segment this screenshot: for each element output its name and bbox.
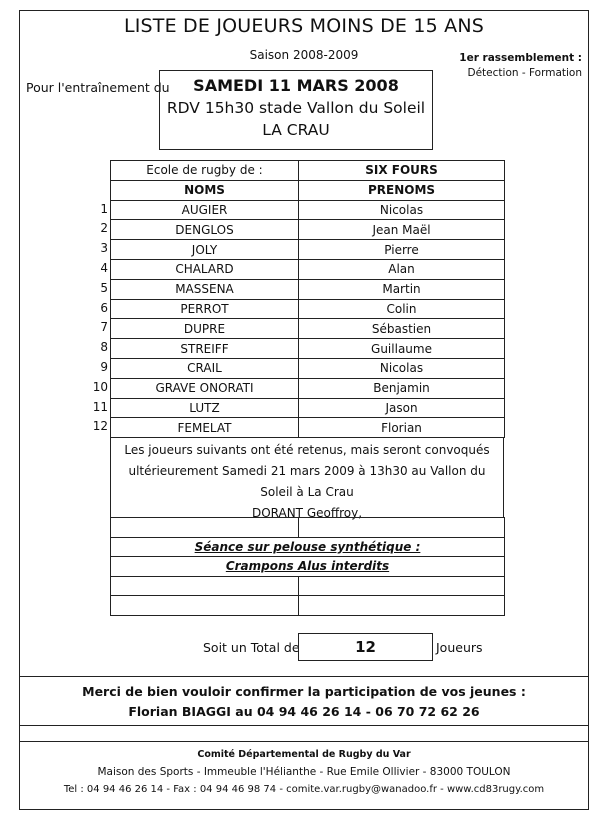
- player-firstname: Nicolas: [299, 200, 505, 220]
- player-lastname: STREIFF: [111, 339, 299, 359]
- player-lastname: DENGLOS: [111, 220, 299, 240]
- extra-table: [110, 517, 505, 616]
- table-row: [111, 240, 505, 260]
- player-firstname: Jason: [299, 398, 505, 418]
- player-lastname: CHALARD: [111, 259, 299, 279]
- note-box: [110, 438, 504, 518]
- row-number: 11: [92, 399, 108, 414]
- player-lastname: LUTZ: [111, 398, 299, 418]
- table-row: [111, 259, 505, 279]
- school-value: SIX FOURS: [299, 161, 505, 181]
- player-firstname: Martin: [299, 279, 505, 299]
- row-number: 10: [92, 379, 108, 394]
- col-names-header: NOMS: [111, 180, 299, 200]
- confirm-line-2: Florian BIAGGI au 04 94 46 26 14 - 06 70 72 62 26: [128, 704, 480, 719]
- player-firstname: Sébastien: [299, 319, 505, 339]
- row-number: 5: [100, 280, 108, 295]
- note-line-4: DORANT Geoffroy,: [251, 506, 363, 520]
- row-number: 4: [100, 260, 108, 275]
- session-place: LA CRAU: [262, 121, 330, 139]
- blank-row: [111, 576, 505, 596]
- row-number: 1: [100, 201, 108, 216]
- players-table: [110, 160, 505, 438]
- player-lastname: FEMELAT: [111, 418, 299, 438]
- row-numbers: [82, 160, 108, 437]
- table-row: [111, 299, 505, 319]
- session-date: SAMEDI 11 MARS 2008: [193, 76, 399, 95]
- player-firstname: Pierre: [299, 240, 505, 260]
- table-row: [111, 378, 505, 398]
- row-number: 12: [92, 419, 108, 434]
- pitch-row-1: [111, 537, 505, 557]
- player-firstname: Alan: [299, 259, 505, 279]
- player-lastname: AUGIER: [111, 200, 299, 220]
- player-firstname: Jean Maël: [299, 220, 505, 240]
- total-label: Soit un Total de: [203, 640, 300, 655]
- player-lastname: CRAIL: [111, 358, 299, 378]
- player-lastname: GRAVE ONORATI: [111, 378, 299, 398]
- footer-address: Maison des Sports - Immeuble l'Hélianthe - Rue Emile Ollivier - 83000 TOULON: [97, 766, 511, 778]
- row-number: 2: [100, 221, 108, 236]
- note-line-1: Les joueurs suivants ont été retenus, mais seront convoqués: [124, 443, 490, 457]
- table-row: [111, 279, 505, 299]
- table-row: [111, 418, 505, 438]
- table-row: [111, 339, 505, 359]
- player-lastname: JOLY: [111, 240, 299, 260]
- player-lastname: DUPRE: [111, 319, 299, 339]
- table-row: [111, 200, 505, 220]
- confirm-line-1: Merci de bien vouloir confirmer la participation de vos jeunes :: [82, 684, 526, 699]
- player-firstname: Florian: [299, 418, 505, 438]
- note-line-3: Soleil à La Crau: [260, 485, 354, 499]
- total-unit: Joueurs: [436, 640, 483, 655]
- divider: [19, 725, 589, 726]
- school-row: [111, 161, 505, 181]
- row-number: 6: [100, 300, 108, 315]
- school-label: Ecole de rugby de :: [111, 161, 299, 181]
- table-row: [111, 319, 505, 339]
- table-row: [111, 220, 505, 240]
- total-value: 12: [298, 633, 433, 661]
- blank-row: [111, 596, 505, 616]
- row-number: 9: [100, 359, 108, 374]
- pitch-line-2: Crampons Alus interdits: [225, 559, 390, 574]
- row-number: 8: [100, 340, 108, 355]
- player-firstname: Benjamin: [299, 378, 505, 398]
- row-number: 3: [100, 241, 108, 256]
- page-title: LISTE DE JOUEURS MOINS DE 15 ANS: [123, 15, 485, 37]
- header-row: [111, 180, 505, 200]
- session-box: [159, 70, 433, 150]
- col-firstnames-header: PRENOMS: [299, 180, 505, 200]
- divider: [19, 741, 589, 742]
- blank-row: [111, 518, 505, 538]
- player-firstname: Nicolas: [299, 358, 505, 378]
- rassemblement-value: Détection - Formation: [467, 67, 582, 79]
- row-number: 7: [100, 320, 108, 335]
- note-line-2: ultérieurement Samedi 21 mars 2009 à 13h30 au Vallon du: [128, 464, 486, 478]
- player-firstname: Colin: [299, 299, 505, 319]
- footer-contact: Tel : 04 94 46 26 14 - Fax : 04 94 46 98 74 - comite.var.rugby@wanadoo.fr - www.cd83rugy.com: [63, 784, 545, 795]
- player-firstname: Guillaume: [299, 339, 505, 359]
- divider: [19, 676, 589, 677]
- footer-org: Comité Départemental de Rugby du Var: [197, 749, 411, 760]
- session-meeting: RDV 15h30 stade Vallon du Soleil: [166, 99, 426, 117]
- table-row: [111, 398, 505, 418]
- pitch-row-2: [111, 557, 505, 577]
- training-label: Pour l'entraînement du: [26, 80, 170, 95]
- table-row: [111, 358, 505, 378]
- rassemblement-label: 1er rassemblement :: [459, 52, 582, 64]
- player-lastname: MASSENA: [111, 279, 299, 299]
- season-label: Saison 2008-2009: [249, 48, 359, 62]
- pitch-line-1: Séance sur pelouse synthétique :: [194, 539, 421, 554]
- player-lastname: PERROT: [111, 299, 299, 319]
